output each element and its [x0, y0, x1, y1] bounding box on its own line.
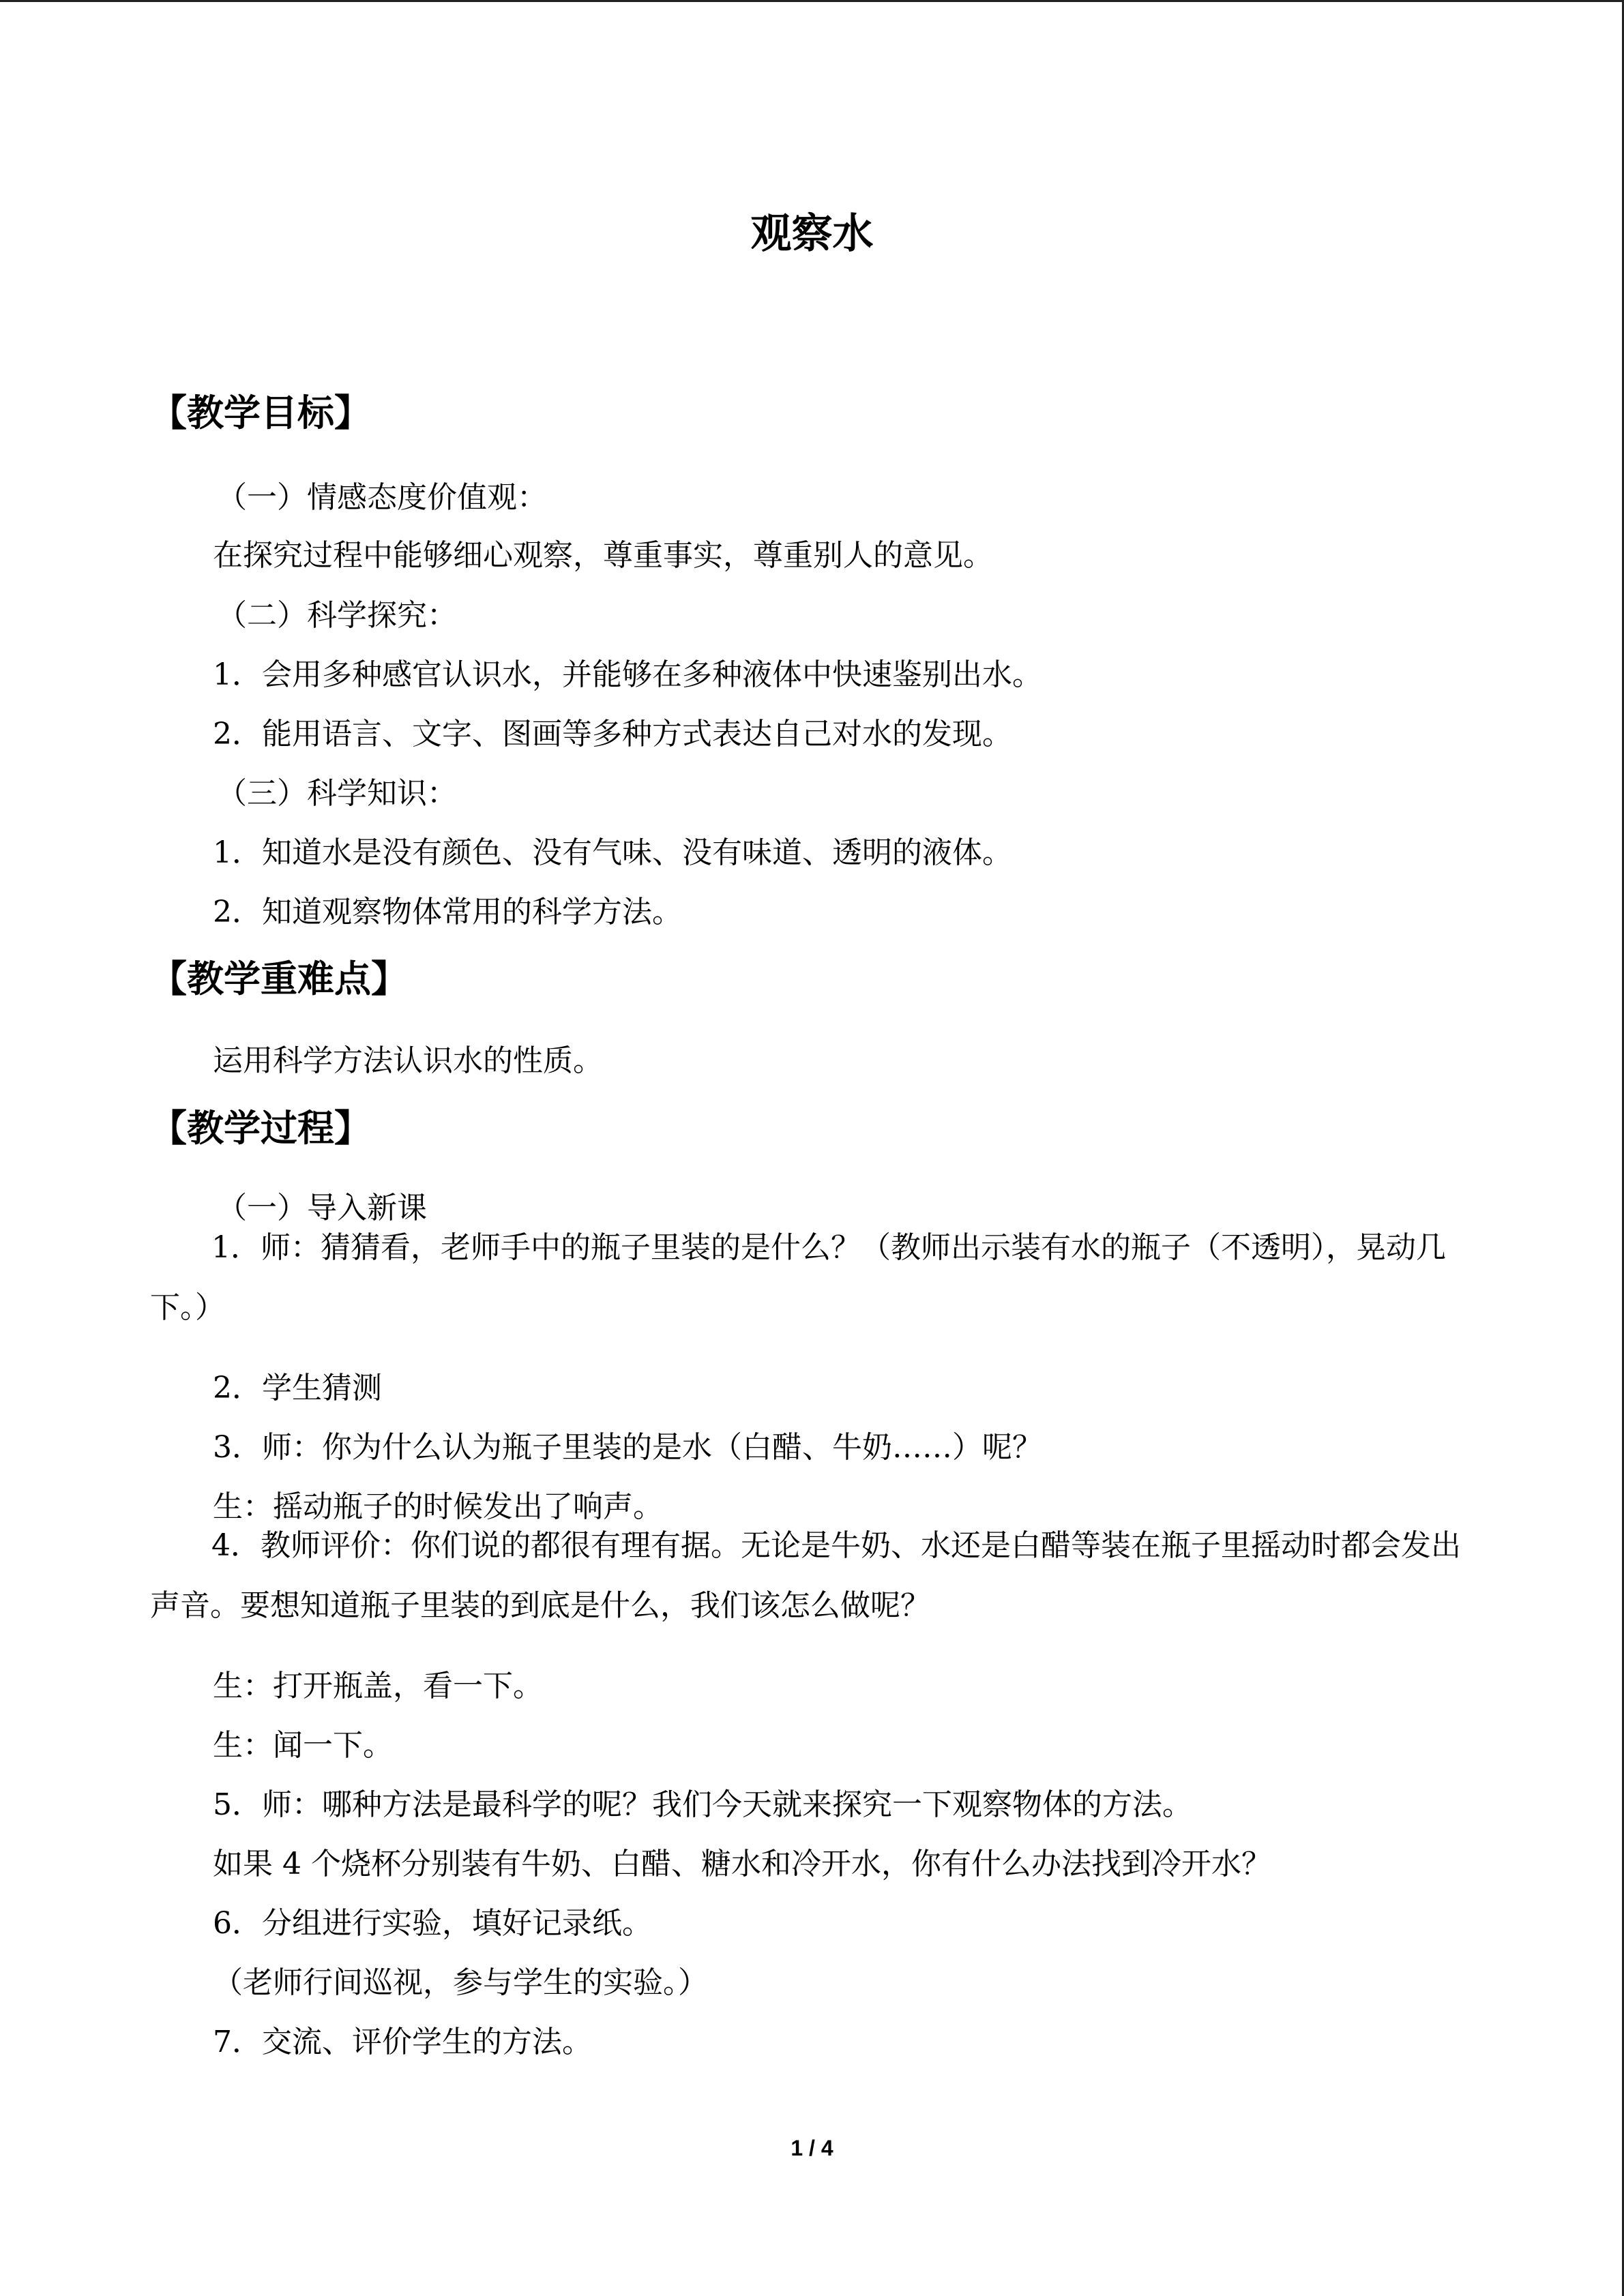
- process-step3: 3．师：你为什么认为瓶子里装的是水（白醋、牛奶……）呢？: [213, 1430, 1042, 1465]
- goals-sub3: （三）科学知识：: [217, 776, 457, 811]
- process-step5-extra: 如果 4 个烧杯分别装有牛奶、白醋、糖水和冷开水，你有什么办法找到冷开水？: [213, 1847, 1271, 1881]
- process-step3-answer: 生：摇动瓶子的时候发出了响声。: [213, 1489, 663, 1524]
- process-step7: 7．交流、评价学生的方法。: [213, 2025, 592, 2059]
- goals-sub2: （二）科学探究：: [217, 598, 457, 633]
- process-step4-answer2: 生：闻一下。: [213, 1728, 393, 1763]
- process-step4-answer1: 生：打开瓶盖，看一下。: [213, 1669, 543, 1703]
- goals-sub2-item1: 1．会用多种感官认识水，并能够在多种液体中快速鉴别出水。: [213, 657, 1042, 692]
- section-heading-key-points: 【教学重难点】: [150, 957, 408, 1000]
- section-heading-goals: 【教学目标】: [150, 391, 371, 434]
- goals-sub2-item2: 2．能用语言、文字、图画等多种方式表达自己对水的发现。: [213, 717, 1012, 751]
- goals-sub3-item1: 1．知道水是没有颜色、没有气味、没有味道、透明的液体。: [213, 835, 1012, 870]
- page-number: 1 / 4: [791, 2136, 833, 2160]
- process-step1: 1．师：猜猜看，老师手中的瓶子里装的是什么？（教师出示装有水的瓶子（不透明），晃动几下。）: [150, 1230, 1446, 1325]
- process-sub1: （一）导入新课: [217, 1191, 427, 1225]
- section-heading-process: 【教学过程】: [150, 1107, 371, 1150]
- process-step5: 5．师：哪种方法是最科学的呢？我们今天就来探究一下观察物体的方法。: [213, 1787, 1192, 1822]
- process-step6: 6．分组进行实验，填好记录纸。: [213, 1906, 652, 1941]
- process-step4: 4．教师评价：你们说的都很有理有据。无论是牛奶、水还是白醋等装在瓶子里摇动时都会发出声音。要想知道瓶子里装的到底是什么，我们该怎么做呢？: [150, 1528, 1461, 1623]
- key-points-text: 运用科学方法认识水的性质。: [213, 1043, 603, 1078]
- page-title: 观察水: [750, 210, 874, 258]
- goals-sub1-text: 在探究过程中能够细心观察，尊重事实，尊重别人的意见。: [213, 538, 993, 573]
- goals-sub1: （一）情感态度价值观：: [217, 480, 547, 515]
- goals-sub3-item2: 2．知道观察物体常用的科学方法。: [213, 895, 682, 929]
- process-step6-note: （老师行间巡视，参与学生的实验。）: [213, 1965, 708, 2000]
- process-step2: 2．学生猜测: [213, 1371, 382, 1405]
